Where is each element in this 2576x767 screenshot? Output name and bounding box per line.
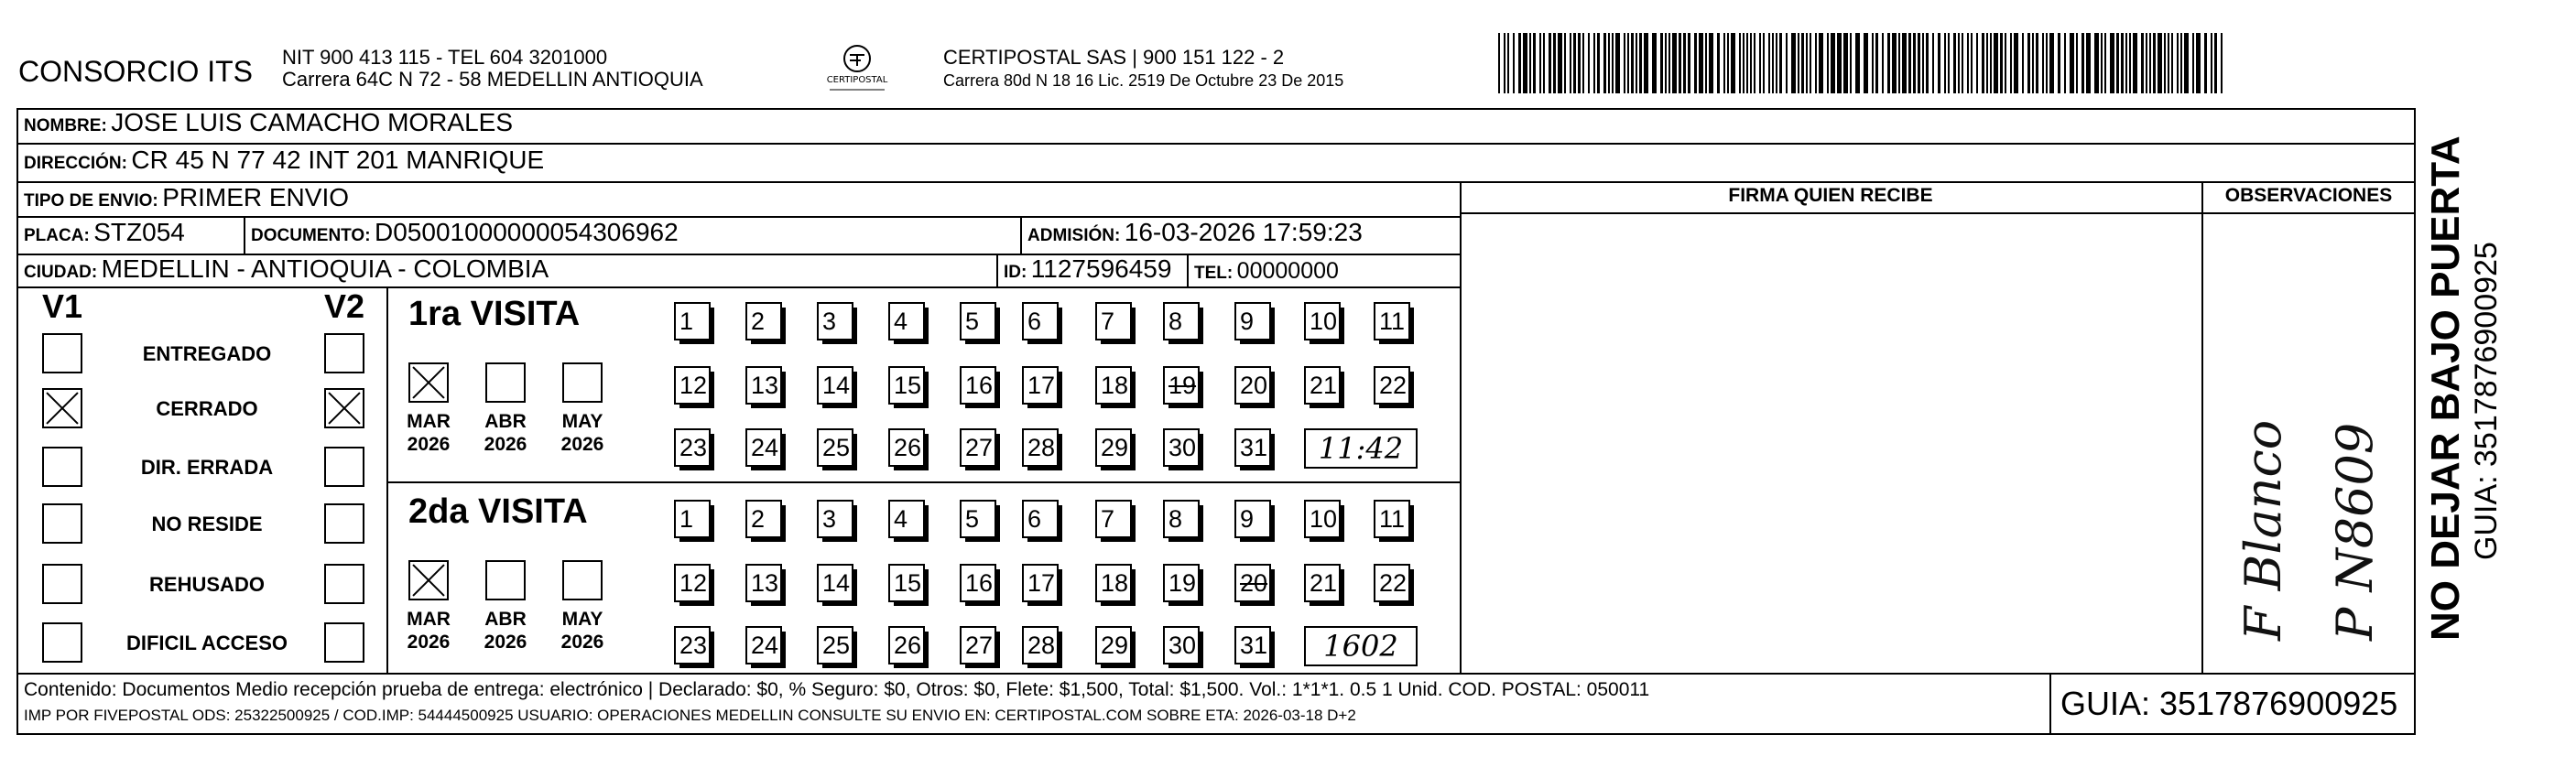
barcode-bar <box>1549 33 1551 93</box>
barcode-bar <box>1837 33 1842 93</box>
barcode-bar <box>2214 33 2217 93</box>
barcode-bar <box>1882 33 1884 93</box>
barcode-bar <box>1631 33 1634 93</box>
v2-checkbox[interactable] <box>324 503 364 544</box>
day-box[interactable]: 8 <box>1163 500 1200 538</box>
barcode-bar <box>1926 33 1929 93</box>
barcode-bar <box>1750 33 1752 93</box>
nombre-label: NOMBRE: <box>24 116 107 135</box>
barcode-bar <box>2000 33 2003 93</box>
id-value: 1127596459 <box>1030 254 1172 283</box>
day-box[interactable]: 20 <box>1234 366 1271 405</box>
visit-title: 2da VISITA <box>408 492 588 531</box>
ciudad-label: CIUDAD: <box>24 263 98 282</box>
v2-label: V2 <box>324 287 365 325</box>
day-box[interactable]: 2 <box>745 500 782 538</box>
barcode-bar <box>2121 33 2124 93</box>
v2-checkbox[interactable] <box>324 388 364 428</box>
barcode-bar <box>2177 33 2179 93</box>
v2-checkbox[interactable] <box>324 447 364 487</box>
barcode-bar <box>2141 33 2144 93</box>
day-box[interactable]: 30 <box>1163 626 1200 664</box>
day-box[interactable]: 4 <box>888 500 925 538</box>
day-box[interactable]: 29 <box>1095 428 1132 467</box>
day-box[interactable]: 2 <box>745 302 782 340</box>
barcode-bar <box>1953 33 1956 93</box>
footer-line-2: IMP POR FIVEPOSTAL ODS: 25322500925 / COD.IMP: 54444500925 USUARIO: OPERACIONES MEDELLIN CONSULTE SU ENVIO EN: CERTIPOSTAL.COM SOBRE ETA: 2026-03-18 D+2 <box>24 707 1356 724</box>
barcode-bar <box>2149 33 2151 93</box>
month-year: 2026 <box>407 632 451 653</box>
month-label <box>401 608 456 654</box>
barcode-bar <box>1971 33 1973 93</box>
documento-row <box>251 218 679 247</box>
barcode-bar <box>1582 33 1584 93</box>
v1-checkbox[interactable] <box>42 447 82 487</box>
barcode-bar <box>1679 33 1681 93</box>
barcode-bar <box>1902 33 1907 93</box>
barcode-bar <box>1806 33 1808 93</box>
month-checkbox[interactable] <box>408 560 449 600</box>
day-box[interactable]: 5 <box>960 500 996 538</box>
barcode-bar <box>1994 33 1998 93</box>
barcode-bar <box>2076 33 2078 93</box>
day-box[interactable]: 3 <box>817 500 853 538</box>
day-box[interactable]: 18 <box>1095 564 1132 602</box>
barcode-bar <box>1855 33 1860 93</box>
barcode-bar <box>2014 33 2018 93</box>
barcode-bar <box>1932 33 1934 93</box>
tel-label: TEL: <box>1194 264 1234 283</box>
day-box[interactable]: 19 <box>1163 564 1200 602</box>
barcode-bar <box>1727 33 1729 93</box>
barcode-bar <box>2180 33 2182 93</box>
day-box[interactable]: 16 <box>960 564 996 602</box>
tipo-value: PRIMER ENVIO <box>162 183 350 211</box>
barcode-bar <box>2110 33 2114 93</box>
barcode-bar <box>1763 33 1765 93</box>
v1-checkbox[interactable] <box>42 564 82 604</box>
day-box[interactable]: 12 <box>674 564 711 602</box>
status-label: DIFICIL ACCESO <box>125 632 288 654</box>
barcode <box>1498 33 2226 93</box>
day-box[interactable]: 17 <box>1022 564 1059 602</box>
day-box[interactable]: 26 <box>888 428 925 467</box>
status-label: DIR. ERRADA <box>140 456 274 479</box>
observation-handwriting-2: P N8609 <box>2326 422 2384 641</box>
firma-label: FIRMA QUIEN RECIBE <box>1728 185 1933 206</box>
barcode-bar <box>1615 33 1620 93</box>
barcode-bar <box>2046 33 2048 93</box>
status-label: CERRADO <box>156 397 258 420</box>
barcode-bar <box>1498 33 1500 93</box>
day-box[interactable]: 31 <box>1234 626 1271 664</box>
v1-checkbox[interactable] <box>42 388 82 428</box>
barcode-bar <box>2116 33 2119 93</box>
month-checkbox[interactable] <box>562 362 603 403</box>
day-box[interactable]: 7 <box>1095 302 1132 340</box>
barcode-bar <box>1665 33 1667 93</box>
handwritten-time: 1602 <box>1304 626 1418 666</box>
barcode-bar <box>1872 33 1874 93</box>
day-box[interactable]: 14 <box>817 564 853 602</box>
tel-row <box>1194 258 1339 285</box>
certipostal-address: Carrera 80d N 18 16 Lic. 2519 De Octubre 23 De 2015 <box>943 71 1344 90</box>
day-box[interactable]: 22 <box>1374 564 1410 602</box>
day-box[interactable]: 15 <box>888 366 925 405</box>
barcode-bar <box>1759 33 1761 93</box>
barcode-bar <box>1864 33 1868 93</box>
v2-checkbox[interactable] <box>324 564 364 604</box>
day-box[interactable]: 23 <box>674 626 711 664</box>
barcode-bar <box>1743 33 1745 93</box>
admision-label: ADMISIÓN: <box>1027 226 1121 245</box>
barcode-bar <box>1558 33 1562 93</box>
barcode-bar <box>1523 33 1527 93</box>
barcode-bar <box>1652 33 1657 93</box>
barcode-bar <box>2070 33 2074 93</box>
barcode-bar <box>1683 33 1686 93</box>
day-box[interactable]: 27 <box>960 428 996 467</box>
barcode-bar <box>2192 33 2194 93</box>
barcode-bar <box>1660 33 1663 93</box>
observaciones-label: OBSERVACIONES <box>2224 185 2393 206</box>
barcode-bar <box>1717 33 1720 93</box>
barcode-bar <box>1507 33 1509 93</box>
barcode-bar <box>1913 33 1916 93</box>
barcode-bar <box>1776 33 1777 93</box>
barcode-bar <box>1850 33 1852 93</box>
barcode-bar <box>1887 33 1890 93</box>
barcode-bar <box>1944 33 1946 93</box>
day-box[interactable]: 10 <box>1304 500 1341 538</box>
barcode-bar <box>1962 33 1963 93</box>
barcode-bar <box>2125 33 2127 93</box>
day-box[interactable]: 25 <box>817 626 853 664</box>
barcode-bar <box>2081 33 2084 93</box>
barcode-bar <box>1779 33 1782 93</box>
month-checkbox[interactable] <box>485 362 526 403</box>
barcode-bar <box>1810 33 1811 93</box>
v1-label: V1 <box>42 287 83 325</box>
v1-checkbox[interactable] <box>42 622 82 663</box>
barcode-bar <box>1709 33 1713 93</box>
documento-value: D05001000000054306962 <box>375 218 679 246</box>
barcode-bar <box>1639 33 1642 93</box>
barcode-bar <box>1982 33 1984 93</box>
day-box[interactable]: 13 <box>745 564 782 602</box>
barcode-bar <box>1627 33 1629 93</box>
barcode-bar <box>1746 33 1748 93</box>
day-box[interactable]: 20 <box>1234 564 1271 602</box>
day-box[interactable]: 1 <box>674 500 711 538</box>
id-label: ID: <box>1004 263 1027 282</box>
barcode-bar <box>1958 33 1960 93</box>
day-box[interactable]: 7 <box>1095 500 1132 538</box>
barcode-bar <box>2010 33 2012 93</box>
barcode-bar <box>2129 33 2131 93</box>
day-box[interactable]: 1 <box>674 302 711 340</box>
barcode-bar <box>1827 33 1829 93</box>
status-label: REHUSADO <box>149 573 265 596</box>
day-box[interactable]: 9 <box>1234 302 1271 340</box>
barcode-bar <box>1786 33 1788 93</box>
month-name: MAY <box>561 411 603 432</box>
barcode-bar <box>1636 33 1637 93</box>
ciudad-value: MEDELLIN - ANTIOQUIA - COLOMBIA <box>101 254 549 283</box>
barcode-bar <box>1754 33 1755 93</box>
barcode-bar <box>1918 33 1920 93</box>
barcode-bar <box>1624 33 1625 93</box>
month-year: 2026 <box>560 632 604 653</box>
documento-label: DOCUMENTO: <box>251 226 371 245</box>
certipostal-logo <box>821 42 894 97</box>
barcode-bar <box>1768 33 1770 93</box>
barcode-bar <box>1908 33 1911 93</box>
day-box[interactable]: 3 <box>817 302 853 340</box>
barcode-bar <box>2058 33 2060 93</box>
barcode-bar <box>1791 33 1796 93</box>
no-dejar-bajo-puerta: NO DEJAR BAJO PUERTA <box>2423 135 2468 641</box>
month-checkbox[interactable] <box>485 560 526 600</box>
day-box[interactable]: 5 <box>960 302 996 340</box>
barcode-bar <box>1922 33 1924 93</box>
barcode-bar <box>1705 33 1707 93</box>
barcode-bar <box>1578 33 1581 93</box>
day-box[interactable]: 24 <box>745 626 782 664</box>
day-box[interactable]: 18 <box>1095 366 1132 405</box>
day-box[interactable]: 15 <box>888 564 925 602</box>
tipo-row <box>24 183 349 212</box>
barcode-bar <box>2164 33 2166 93</box>
tipo-label: TIPO DE ENVIO: <box>24 191 158 211</box>
tel-value: 00000000 <box>1236 258 1339 284</box>
barcode-bar <box>1976 33 1978 93</box>
barcode-bar <box>1699 33 1703 93</box>
day-box[interactable]: 21 <box>1304 564 1341 602</box>
barcode-bar <box>1513 33 1515 93</box>
nombre-row <box>24 108 513 137</box>
day-box[interactable]: 10 <box>1304 302 1341 340</box>
barcode-bar <box>1731 33 1735 93</box>
observation-handwriting-1: F Blanco <box>2234 419 2292 641</box>
barcode-bar <box>2158 33 2162 93</box>
barcode-bar <box>1668 33 1670 93</box>
barcode-bar <box>1739 33 1741 93</box>
month-year: 2026 <box>484 434 527 455</box>
barcode-bar <box>1612 33 1614 93</box>
month-label <box>478 410 533 456</box>
day-box[interactable]: 28 <box>1022 626 1059 664</box>
month-name: ABR <box>484 411 527 432</box>
barcode-bar <box>1892 33 1897 93</box>
footer-line-1: Contenido: Documentos Medio recepción prueba de entrega: electrónico | Declarado: $0, % Seguro: $0, Otros: $0, Flete: $1,500, Total: $1,500. Vol.: 1*1*1. 0.5 1 Unid. COD. POSTAL: 050011 <box>24 679 1650 700</box>
day-box[interactable]: 26 <box>888 626 925 664</box>
day-box[interactable]: 25 <box>817 428 853 467</box>
day-box[interactable]: 30 <box>1163 428 1200 467</box>
barcode-bar <box>1898 33 1900 93</box>
barcode-bar <box>2171 33 2173 93</box>
barcode-bar <box>1504 33 1505 93</box>
v1-checkbox[interactable] <box>42 333 82 373</box>
id-row <box>1004 254 1171 284</box>
day-box[interactable]: 31 <box>1234 428 1271 467</box>
day-box[interactable]: 4 <box>888 302 925 340</box>
day-box[interactable]: 24 <box>745 428 782 467</box>
barcode-bar <box>1570 33 1571 93</box>
month-label <box>555 608 610 654</box>
barcode-bar <box>1553 33 1556 93</box>
barcode-bar <box>2204 33 2207 93</box>
day-box[interactable]: 27 <box>960 626 996 664</box>
barcode-bar <box>1843 33 1848 93</box>
v2-checkbox[interactable] <box>324 333 364 373</box>
barcode-bar <box>1588 33 1590 93</box>
direccion-label: DIRECCIÓN: <box>24 154 127 173</box>
day-box[interactable]: 6 <box>1022 500 1059 538</box>
barcode-bar <box>1672 33 1677 93</box>
barcode-bar <box>1798 33 1799 93</box>
certipostal-line: CERTIPOSTAL SAS | 900 151 122 - 2 <box>943 46 1285 69</box>
barcode-bar <box>2042 33 2044 93</box>
day-box[interactable]: 11 <box>1374 302 1410 340</box>
admision-row <box>1027 218 1363 247</box>
day-box[interactable]: 23 <box>674 428 711 467</box>
day-box[interactable]: 6 <box>1022 302 1059 340</box>
month-year: 2026 <box>484 632 527 653</box>
v1-checkbox[interactable] <box>42 503 82 544</box>
month-checkbox[interactable] <box>562 560 603 600</box>
barcode-bar <box>2196 33 2201 93</box>
barcode-bar <box>1539 33 1541 93</box>
barcode-bar <box>2036 33 2038 93</box>
barcode-bar <box>2133 33 2137 93</box>
barcode-bar <box>2101 33 2103 93</box>
barcode-bar <box>2168 33 2169 93</box>
month-label <box>478 608 533 654</box>
barcode-bar <box>2064 33 2066 93</box>
barcode-bar <box>1529 33 1531 93</box>
placa-value: STZ054 <box>93 218 185 246</box>
barcode-bar <box>2022 33 2024 93</box>
svg-text:CERTIPOSTAL: CERTIPOSTAL <box>826 75 888 85</box>
barcode-bar <box>2211 33 2212 93</box>
day-box[interactable]: 8 <box>1163 302 1200 340</box>
barcode-bar <box>1948 33 1950 93</box>
barcode-bar <box>1815 33 1817 93</box>
day-box[interactable]: 22 <box>1374 366 1410 405</box>
v2-checkbox[interactable] <box>324 622 364 663</box>
barcode-bar <box>1518 33 1521 93</box>
day-box[interactable]: 12 <box>674 366 711 405</box>
barcode-bar <box>1603 33 1606 93</box>
footer-guia: GUIA: 3517876900925 <box>2060 685 2398 722</box>
day-box[interactable]: 29 <box>1095 626 1132 664</box>
barcode-bar <box>1533 33 1536 93</box>
barcode-bar <box>2027 33 2030 93</box>
month-name: MAY <box>561 609 603 630</box>
barcode-bar <box>2005 33 2006 93</box>
day-box[interactable]: 14 <box>817 366 853 405</box>
barcode-bar <box>2153 33 2156 93</box>
barcode-bar <box>1967 33 1969 93</box>
month-name: MAR <box>407 609 451 630</box>
day-box[interactable]: 16 <box>960 366 996 405</box>
barcode-bar <box>1564 33 1566 93</box>
nombre-value: JOSE LUIS CAMACHO MORALES <box>111 108 513 136</box>
placa-label: PLACA: <box>24 226 90 245</box>
month-name: MAR <box>407 411 451 432</box>
day-box[interactable]: 13 <box>745 366 782 405</box>
company-nit: NIT 900 413 115 - TEL 604 3201000 <box>282 46 608 69</box>
barcode-bar <box>1688 33 1690 93</box>
visit-title: 1ra VISITA <box>408 295 581 333</box>
barcode-bar <box>1772 33 1774 93</box>
day-box[interactable]: 19 <box>1163 366 1200 405</box>
barcode-bar <box>2104 33 2106 93</box>
barcode-bar <box>1819 33 1823 93</box>
admision-value: 16-03-2026 17:59:23 <box>1124 218 1363 246</box>
status-label: NO RESIDE <box>151 513 263 535</box>
month-year: 2026 <box>407 434 451 455</box>
barcode-bar <box>2086 33 2091 93</box>
barcode-bar <box>1875 33 1878 93</box>
direccion-value: CR 45 N 77 42 INT 201 MANRIQUE <box>131 146 545 174</box>
placa-row <box>24 218 185 247</box>
barcode-bar <box>1723 33 1725 93</box>
day-box[interactable]: 9 <box>1234 500 1271 538</box>
barcode-bar <box>1990 33 1992 93</box>
barcode-bar <box>2049 33 2054 93</box>
day-box[interactable]: 11 <box>1374 500 1410 538</box>
month-label <box>401 410 456 456</box>
handwritten-time: 11:42 <box>1304 428 1418 469</box>
status-label: ENTREGADO <box>142 342 272 365</box>
month-checkbox[interactable] <box>408 362 449 403</box>
barcode-bar <box>2032 33 2034 93</box>
ciudad-row <box>24 254 549 284</box>
barcode-bar <box>1593 33 1595 93</box>
side-guia: GUIA: 3517876900925 <box>2469 242 2504 560</box>
barcode-bar <box>2184 33 2189 93</box>
month-name: ABR <box>484 609 527 630</box>
month-label <box>555 410 610 456</box>
day-box[interactable]: 28 <box>1022 428 1059 467</box>
day-box[interactable]: 21 <box>1304 366 1341 405</box>
barcode-bar <box>1573 33 1576 93</box>
barcode-bar <box>1801 33 1804 93</box>
company-address: Carrera 64C N 72 - 58 MEDELLIN ANTIOQUIA <box>282 68 703 91</box>
day-box[interactable]: 17 <box>1022 366 1059 405</box>
barcode-bar <box>1543 33 1545 93</box>
barcode-bar <box>1694 33 1697 93</box>
company-name: CONSORCIO ITS <box>18 55 254 88</box>
barcode-bar <box>2221 33 2223 93</box>
barcode-bar <box>1938 33 1940 93</box>
barcode-bar <box>1597 33 1600 93</box>
barcode-bar <box>1831 33 1835 93</box>
barcode-bar <box>2094 33 2099 93</box>
direccion-row <box>24 146 544 175</box>
barcode-bar <box>1986 33 1988 93</box>
barcode-bar <box>2146 33 2147 93</box>
barcode-bar <box>1644 33 1648 93</box>
barcode-bar <box>1608 33 1610 93</box>
month-year: 2026 <box>560 434 604 455</box>
